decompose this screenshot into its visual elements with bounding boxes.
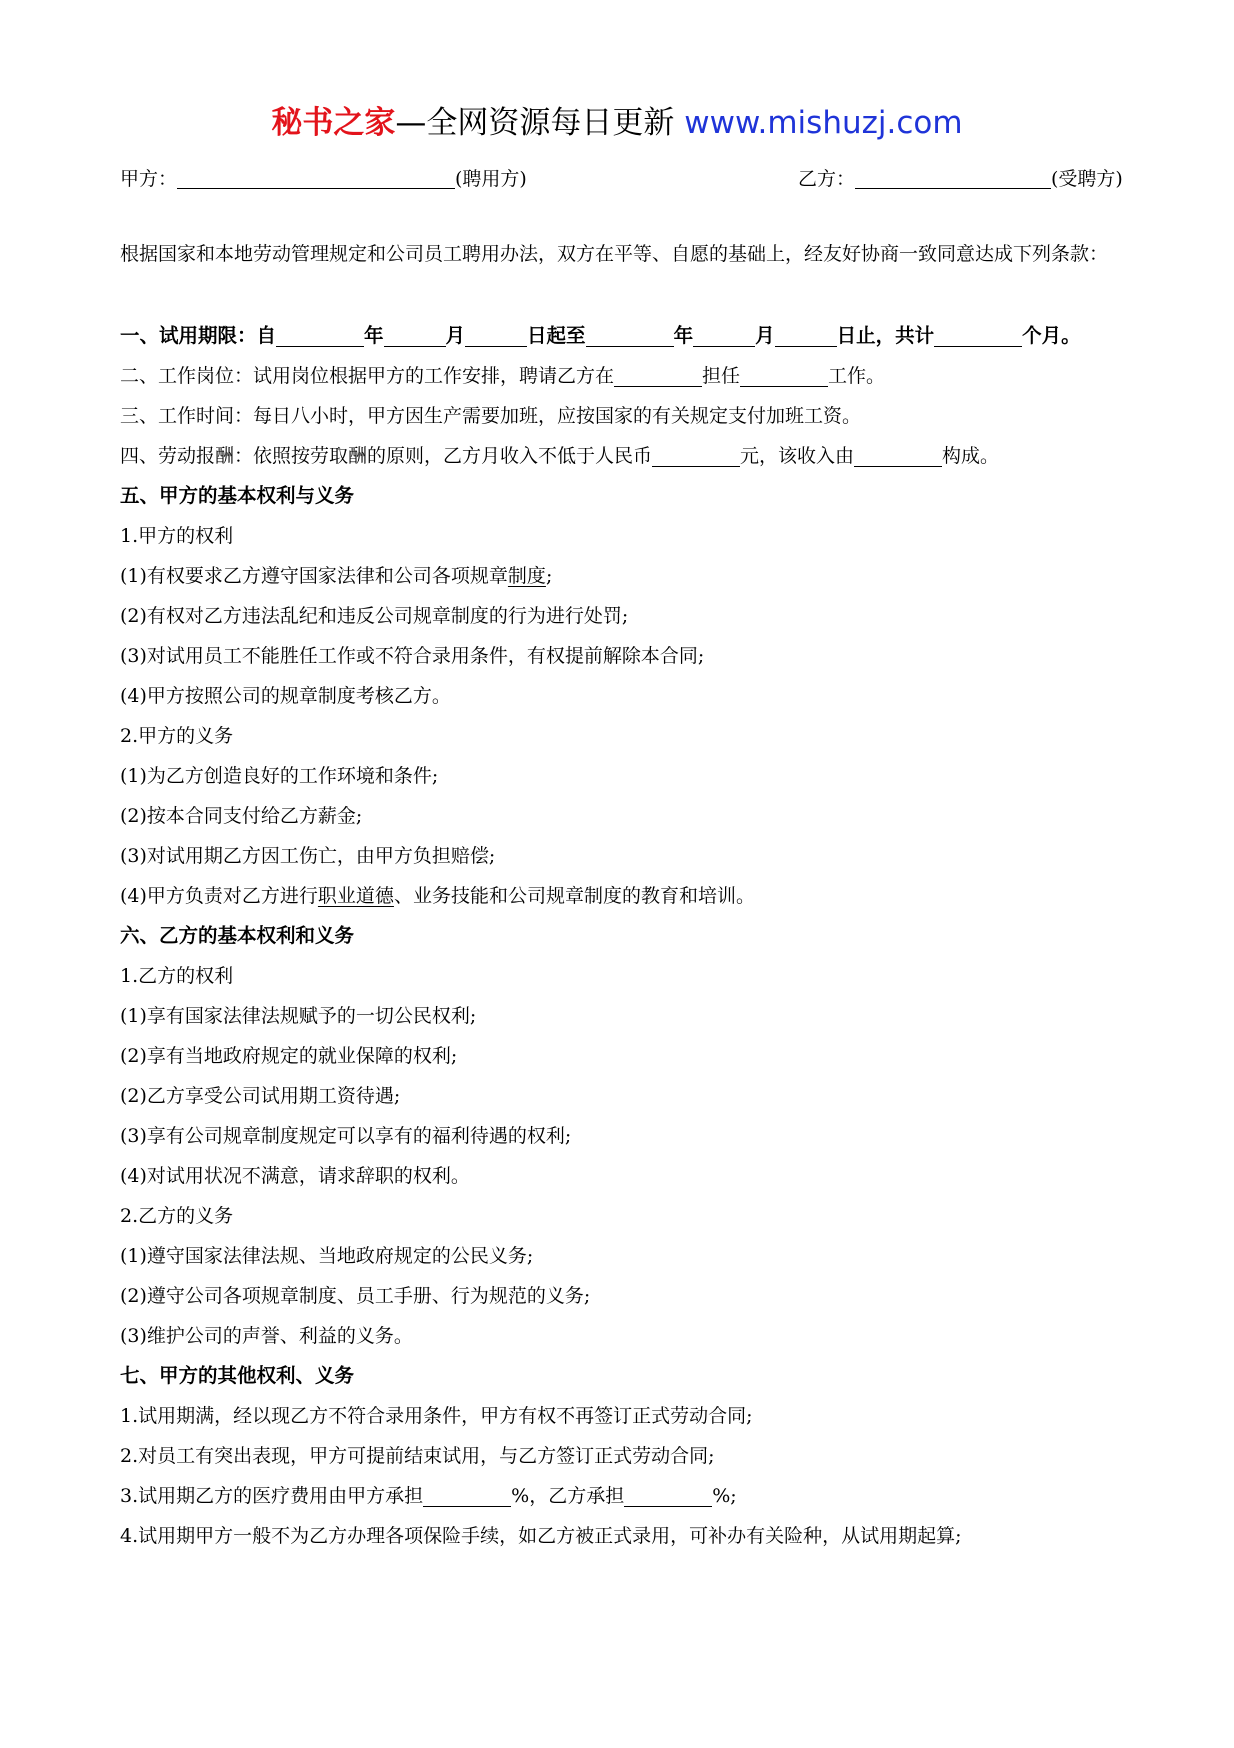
clause1-text: 月 bbox=[445, 324, 466, 347]
party-b-blank[interactable] bbox=[855, 164, 1051, 189]
party-a-blank[interactable] bbox=[177, 164, 455, 189]
employee-share-blank[interactable] bbox=[624, 1480, 712, 1507]
clause4-text: 构成。 bbox=[942, 445, 1000, 467]
section-title: 七、甲方的其他权利、义务 bbox=[120, 1364, 355, 1387]
site-url-link[interactable]: www.mishuzj.com bbox=[684, 105, 963, 141]
intro-paragraph: 根据国家和本地劳动管理规定和公司员工聘用办法，双方在平等、自愿的基础上，经友好协商一致同意达成下列条款： bbox=[120, 243, 1109, 265]
salary-blank[interactable] bbox=[652, 440, 740, 467]
list-item bbox=[120, 556, 1180, 596]
brand-name: 秘书之家 bbox=[271, 105, 396, 141]
list-item: 1.试用期满，经以现乙方不符合录用条件，甲方有权不再签订正式劳动合同; bbox=[120, 1405, 753, 1427]
list-item: (2)遵守公司各项规章制度、员工手册、行为规范的义务; bbox=[120, 1285, 591, 1307]
list-item: (3)享有公司规章制度规定可以享有的福利待遇的权利; bbox=[120, 1125, 572, 1147]
employer-share-blank[interactable] bbox=[423, 1480, 511, 1507]
end-day-blank[interactable] bbox=[775, 320, 837, 347]
clause-work-hours: 三、工作时间：每日八小时，甲方因生产需要加班，应按国家的有关规定支付加班工资。 bbox=[120, 405, 862, 427]
list-item: (2)乙方享受公司试用期工资待遇; bbox=[120, 1085, 401, 1107]
section-title: 五、甲方的基本权利与义务 bbox=[120, 484, 355, 507]
list-item: (1)享有国家法律法规赋予的一切公民权利; bbox=[120, 1005, 477, 1027]
clause1-text: 年 bbox=[673, 324, 694, 347]
start-month-blank[interactable] bbox=[384, 320, 446, 347]
list-item: 4.试用期甲方一般不为乙方办理各项保险手续，如乙方被正式录用，可补办有关险种，从试用期起算; bbox=[120, 1525, 962, 1547]
subsection-title: 1.甲方的权利 bbox=[120, 525, 234, 547]
list-item: (3)对试用员工不能胜任工作或不符合录用条件，有权提前解除本合同; bbox=[120, 645, 705, 667]
list-item: 2.对员工有突出表现，甲方可提前结束试用，与乙方签订正式劳动合同; bbox=[120, 1445, 715, 1467]
clause-trial-period bbox=[120, 316, 1180, 356]
subsection-title: 2.甲方的义务 bbox=[120, 725, 234, 747]
salary-composition-blank[interactable] bbox=[854, 440, 942, 467]
clause2-text: 二、工作岗位：试用岗位根据甲方的工作安排，聘请乙方在 bbox=[120, 365, 615, 387]
list-item: (1)遵守国家法律法规、当地政府规定的公民义务; bbox=[120, 1245, 534, 1267]
underlined-term[interactable]: 制度 bbox=[507, 565, 546, 587]
party-a-line bbox=[120, 162, 527, 196]
clause4-text: 元，该收入由 bbox=[740, 445, 855, 467]
list-item: (2)有权对乙方违法乱纪和违反公司规章制度的行为进行处罚; bbox=[120, 605, 629, 627]
list-item: (4)甲方按照公司的规章制度考核乙方。 bbox=[120, 685, 451, 707]
site-header bbox=[0, 98, 1234, 148]
clause1-text: 月 bbox=[755, 324, 775, 347]
underlined-term[interactable]: 职业道德 bbox=[317, 885, 394, 907]
contract-body bbox=[120, 316, 1180, 1556]
list-item bbox=[120, 876, 1180, 916]
list-item-text: %; bbox=[712, 1485, 737, 1507]
party-b-line bbox=[798, 162, 1123, 196]
clause1-text: 一、试用期限：自 bbox=[120, 324, 277, 347]
subsection-title: 1.乙方的权利 bbox=[120, 965, 234, 987]
list-item: (2)享有当地政府规定的就业保障的权利; bbox=[120, 1045, 458, 1067]
list-item: (1)为乙方创造良好的工作环境和条件; bbox=[120, 765, 439, 787]
list-item: (3)对试用期乙方因工伤亡，由甲方负担赔偿; bbox=[120, 845, 496, 867]
list-item-text: 、业务技能和公司规章制度的教育和培训。 bbox=[393, 885, 755, 907]
start-year-blank[interactable] bbox=[276, 320, 364, 347]
department-blank[interactable] bbox=[614, 360, 702, 387]
list-item-text: ; bbox=[545, 565, 553, 587]
start-day-blank[interactable] bbox=[465, 320, 527, 347]
clause1-text: 日起至 bbox=[527, 324, 586, 347]
list-item-text: 3.试用期乙方的医疗费用由甲方承担 bbox=[120, 1485, 424, 1507]
end-year-blank[interactable] bbox=[586, 320, 674, 347]
list-item: (2)按本合同支付给乙方薪金; bbox=[120, 805, 363, 827]
clause2-text: 工作。 bbox=[828, 365, 886, 387]
party-b-label: 乙方： bbox=[798, 168, 856, 190]
section-title: 六、乙方的基本权利和义务 bbox=[120, 924, 355, 947]
list-item: (4)对试用状况不满意，请求辞职的权利。 bbox=[120, 1165, 470, 1187]
clause-pay bbox=[120, 436, 1180, 476]
list-item-text: (4)甲方负责对乙方进行 bbox=[120, 885, 318, 907]
clause2-text: 担任 bbox=[702, 365, 741, 387]
clause-position bbox=[120, 356, 1180, 396]
list-item bbox=[120, 1476, 1180, 1516]
job-title-blank[interactable] bbox=[740, 360, 828, 387]
months-total-blank[interactable] bbox=[934, 320, 1022, 347]
clause1-text: 日止，共计 bbox=[836, 324, 935, 347]
header-tagline: —全网资源每日更新 bbox=[395, 105, 675, 141]
clause1-text: 个月。 bbox=[1022, 324, 1081, 347]
list-item: (3)维护公司的声誉、利益的义务。 bbox=[120, 1325, 413, 1347]
party-a-label: 甲方： bbox=[120, 168, 178, 190]
party-a-role: (聘用方) bbox=[455, 168, 527, 190]
list-item-text: %，乙方承担 bbox=[511, 1485, 625, 1507]
subsection-title: 2.乙方的义务 bbox=[120, 1205, 234, 1227]
list-item-text: (1)有权要求乙方遵守国家法律和公司各项规章 bbox=[120, 565, 508, 587]
party-b-role: (受聘方) bbox=[1051, 168, 1123, 190]
end-month-blank[interactable] bbox=[693, 320, 755, 347]
clause1-text: 年 bbox=[364, 324, 384, 347]
clause4-text: 四、劳动报酬：依照按劳取酬的原则，乙方月收入不低于人民币 bbox=[120, 445, 653, 467]
